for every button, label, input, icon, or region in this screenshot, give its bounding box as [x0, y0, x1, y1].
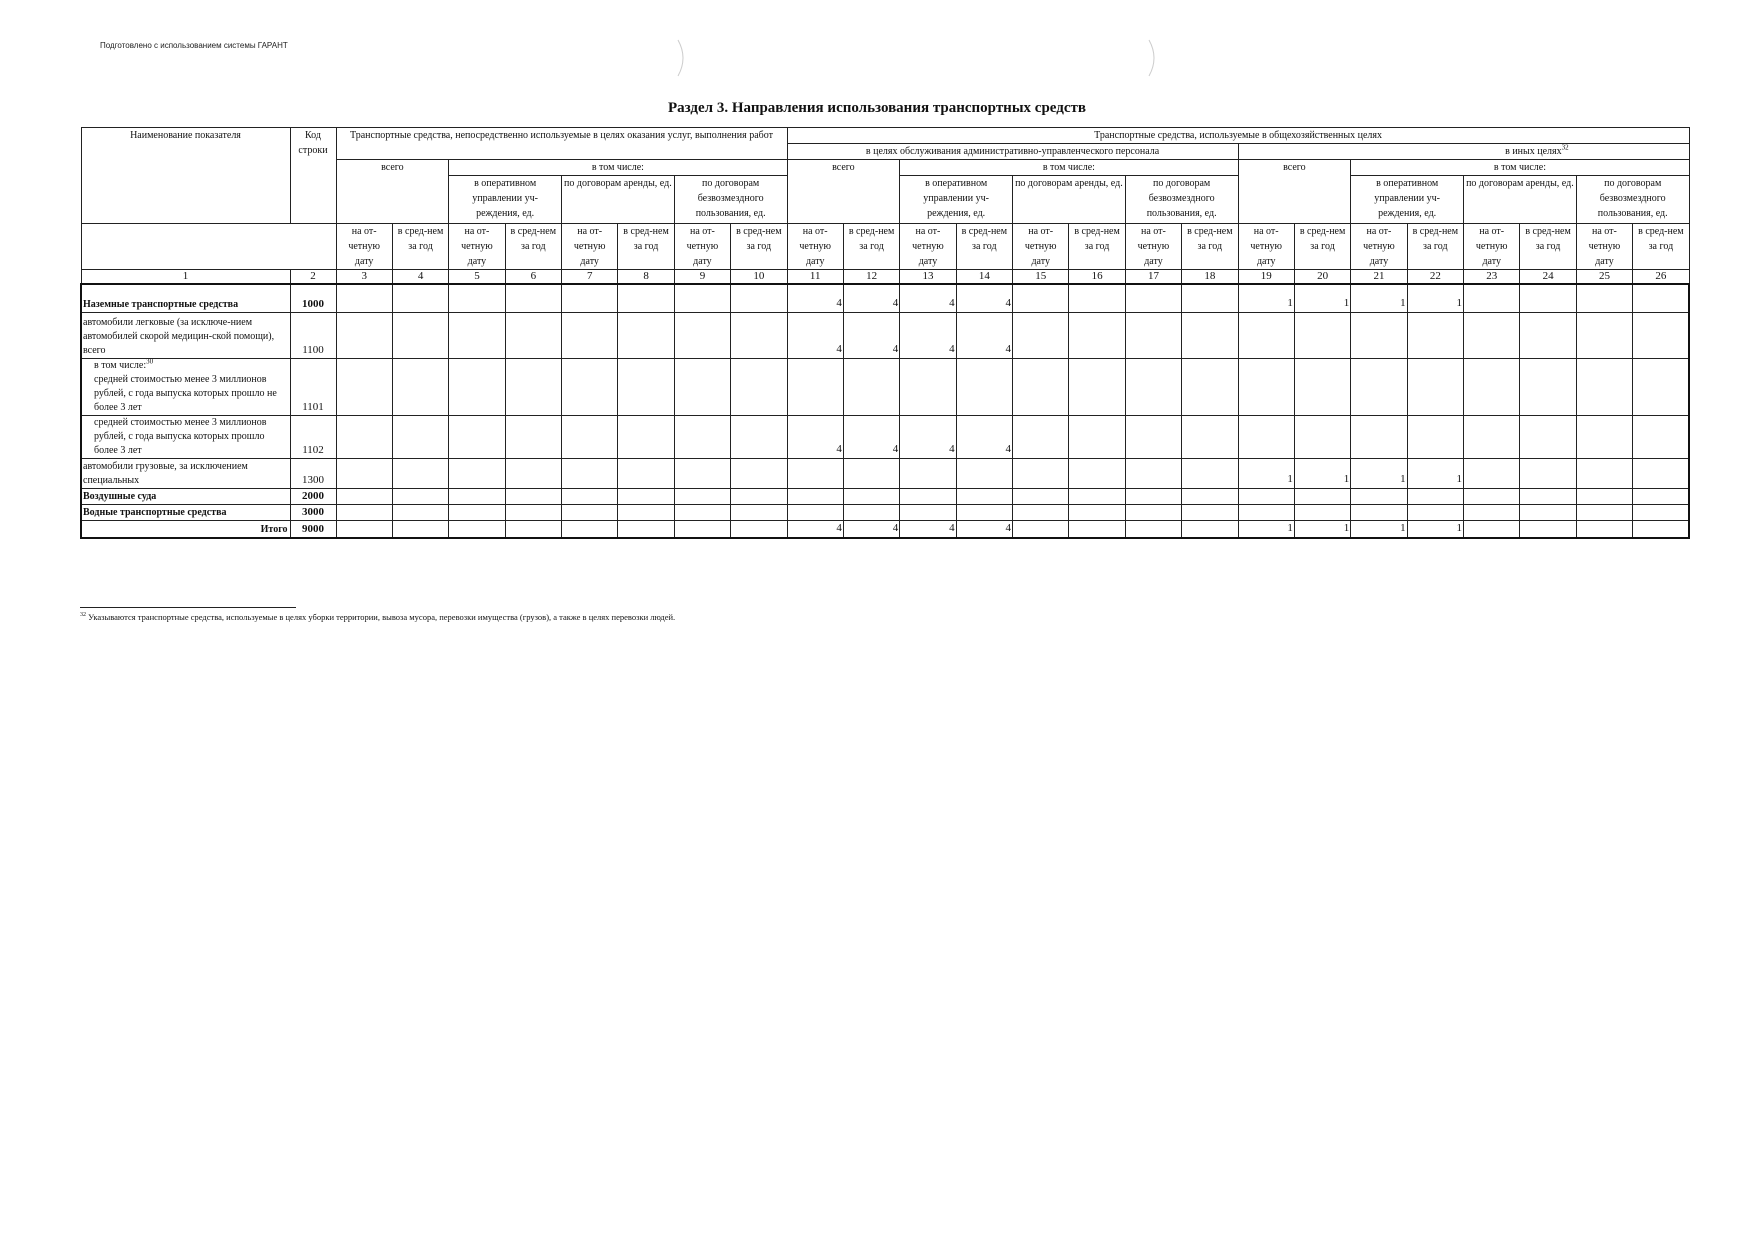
value-cell — [731, 415, 787, 458]
column-number: 11 — [787, 270, 843, 285]
value-cell — [1294, 415, 1350, 458]
value-cell — [618, 284, 674, 312]
value-cell — [392, 358, 448, 415]
header-at-date: на от-четную дату — [1125, 224, 1181, 270]
value-cell — [787, 458, 843, 488]
column-number: 9 — [674, 270, 730, 285]
header-operative: в оперативном управлении уч-реждения, ед. — [900, 176, 1013, 224]
header-at-date: на от-четную дату — [1013, 224, 1069, 270]
row-code: 2000 — [290, 488, 336, 504]
header-lease: по договорам аренды, ед. — [562, 176, 675, 224]
value-cell — [1520, 488, 1576, 504]
value-cell — [1633, 504, 1690, 520]
value-cell: 4 — [787, 312, 843, 358]
column-number: 4 — [392, 270, 448, 285]
value-cell — [1013, 284, 1069, 312]
value-cell — [1238, 312, 1294, 358]
header-lease: по договорам аренды, ед. — [1464, 176, 1577, 224]
value-cell — [956, 458, 1012, 488]
value-cell — [843, 504, 899, 520]
value-cell: 1 — [1407, 458, 1463, 488]
column-number: 23 — [1464, 270, 1520, 285]
row-name: Итого — [81, 520, 290, 538]
value-cell — [731, 504, 787, 520]
value-cell — [843, 358, 899, 415]
value-cell — [505, 358, 561, 415]
value-cell — [618, 458, 674, 488]
column-number: 8 — [618, 270, 674, 285]
value-cell: 4 — [787, 415, 843, 458]
value-cell — [731, 358, 787, 415]
header-other-subgroup: в иных целях$^{32}$ — [1238, 144, 1689, 160]
header-spacer — [81, 224, 336, 270]
value-cell — [505, 415, 561, 458]
value-cell — [618, 415, 674, 458]
header-operative: в оперативном управлении уч-реждения, ед. — [449, 176, 562, 224]
value-cell — [1069, 358, 1125, 415]
column-number: 21 — [1351, 270, 1407, 285]
value-cell — [1576, 458, 1632, 488]
header-at-date: на от-четную дату — [1576, 224, 1632, 270]
value-cell — [449, 488, 505, 504]
value-cell — [900, 504, 956, 520]
value-cell — [1294, 358, 1350, 415]
value-cell — [1576, 312, 1632, 358]
header-name: Наименование показателя — [81, 128, 290, 224]
value-cell: 4 — [843, 284, 899, 312]
value-cell — [1125, 358, 1181, 415]
header-at-date: на от-четную дату — [336, 224, 392, 270]
header-total: всего — [787, 160, 900, 224]
header-avg-year: в сред-нем за год — [1182, 224, 1238, 270]
header-avg-year: в сред-нем за год — [1633, 224, 1690, 270]
value-cell — [1464, 312, 1520, 358]
value-cell — [674, 520, 730, 538]
column-number: 14 — [956, 270, 1012, 285]
value-cell — [336, 284, 392, 312]
value-cell — [562, 284, 618, 312]
value-cell: 1 — [1407, 520, 1463, 538]
value-cell: 4 — [900, 312, 956, 358]
column-number: 24 — [1520, 270, 1576, 285]
value-cell — [1407, 415, 1463, 458]
value-cell — [392, 284, 448, 312]
value-cell — [392, 312, 448, 358]
value-cell — [392, 520, 448, 538]
value-cell — [392, 458, 448, 488]
value-cell: 4 — [956, 520, 1012, 538]
value-cell — [1069, 415, 1125, 458]
value-cell — [1407, 312, 1463, 358]
value-cell — [900, 488, 956, 504]
column-number: 16 — [1069, 270, 1125, 285]
value-cell — [1633, 312, 1690, 358]
header-at-date: на от-четную дату — [900, 224, 956, 270]
header-at-date: на от-четную дату — [1464, 224, 1520, 270]
value-cell — [1520, 358, 1576, 415]
header-avg-year: в сред-нем за год — [731, 224, 787, 270]
row-prefix: в том числе:$^{30}$ — [94, 358, 154, 371]
value-cell — [1576, 488, 1632, 504]
header-at-date: на от-четную дату — [1351, 224, 1407, 270]
value-cell — [1238, 415, 1294, 458]
footnote-divider — [80, 607, 296, 608]
row-code: 1300 — [290, 458, 336, 488]
value-cell — [392, 504, 448, 520]
value-cell — [731, 284, 787, 312]
value-cell — [618, 504, 674, 520]
value-cell: 4 — [956, 312, 1012, 358]
header-incl: в том числе: — [449, 160, 787, 176]
header-total: всего — [336, 160, 449, 224]
value-cell — [674, 415, 730, 458]
table-row — [81, 358, 1689, 415]
value-cell: 4 — [900, 284, 956, 312]
value-cell — [1125, 312, 1181, 358]
value-cell — [449, 458, 505, 488]
value-cell — [674, 358, 730, 415]
column-number: 7 — [562, 270, 618, 285]
value-cell — [1576, 358, 1632, 415]
column-number: 17 — [1125, 270, 1181, 285]
table-row — [81, 458, 1689, 488]
value-cell — [336, 312, 392, 358]
value-cell — [336, 520, 392, 538]
table-row — [81, 415, 1689, 458]
value-cell — [1013, 458, 1069, 488]
value-cell — [1069, 458, 1125, 488]
value-cell — [956, 358, 1012, 415]
value-cell: 4 — [843, 312, 899, 358]
row-name: Наземные транспортные средства — [81, 284, 290, 312]
value-cell — [674, 488, 730, 504]
value-cell — [618, 488, 674, 504]
value-cell — [336, 358, 392, 415]
value-cell — [449, 520, 505, 538]
header-operative: в оперативном управлении уч-реждения, ед. — [1351, 176, 1464, 224]
value-cell — [1520, 284, 1576, 312]
scan-artifact-mark — [1147, 38, 1161, 78]
value-cell — [1464, 358, 1520, 415]
value-cell — [1182, 358, 1238, 415]
value-cell — [336, 415, 392, 458]
value-cell — [1125, 458, 1181, 488]
value-cell — [1633, 358, 1690, 415]
header-avg-year: в сред-нем за год — [392, 224, 448, 270]
value-cell: 4 — [900, 520, 956, 538]
row-name: средней стоимостью менее 3 миллионов рублей, с года выпуска которых прошло более 3 лет — [81, 415, 290, 458]
value-cell: 4 — [787, 520, 843, 538]
value-cell: 4 — [843, 520, 899, 538]
value-cell — [562, 415, 618, 458]
header-avg-year: в сред-нем за год — [956, 224, 1012, 270]
value-cell — [1464, 458, 1520, 488]
value-cell — [1407, 488, 1463, 504]
value-cell — [1013, 488, 1069, 504]
value-cell — [618, 520, 674, 538]
value-cell: 4 — [956, 415, 1012, 458]
value-cell — [1576, 415, 1632, 458]
value-cell — [1633, 284, 1690, 312]
value-cell: 1 — [1407, 284, 1463, 312]
value-cell — [843, 488, 899, 504]
value-cell — [1351, 312, 1407, 358]
value-cell — [1238, 488, 1294, 504]
value-cell — [1464, 488, 1520, 504]
table-row — [81, 312, 1689, 358]
header-at-date: на от-четную дату — [787, 224, 843, 270]
value-cell — [1125, 284, 1181, 312]
footnote: $^{32}$ Указываются транспортные средства, используемые в целях уборки территории, вывоза мусора, перевозки имущества (грузов), а также в целях перевозки людей. — [80, 612, 676, 622]
header-avg-year: в сред-нем за год — [1407, 224, 1463, 270]
value-cell — [1633, 458, 1690, 488]
value-cell — [562, 520, 618, 538]
column-number: 22 — [1407, 270, 1463, 285]
value-cell — [336, 458, 392, 488]
row-name: Водные транспортные средства — [81, 504, 290, 520]
header-total: всего — [1238, 160, 1351, 224]
value-cell — [505, 504, 561, 520]
header-gratuitous: по договорам безвозмездного пользования, ед. — [1125, 176, 1238, 224]
value-cell — [1182, 415, 1238, 458]
value-cell — [674, 284, 730, 312]
value-cell — [1351, 488, 1407, 504]
value-cell: 1 — [1294, 458, 1350, 488]
value-cell — [1069, 520, 1125, 538]
header-avg-year: в сред-нем за год — [618, 224, 674, 270]
value-cell — [1238, 504, 1294, 520]
column-number: 10 — [731, 270, 787, 285]
value-cell — [562, 504, 618, 520]
value-cell — [900, 458, 956, 488]
value-cell — [1576, 520, 1632, 538]
value-cell — [562, 358, 618, 415]
column-number: 25 — [1576, 270, 1632, 285]
value-cell — [1182, 312, 1238, 358]
column-number: 1 — [81, 270, 290, 285]
header-direct-group: Транспортные средства, непосредственно используемые в целях оказания услуг, выполнения работ — [336, 128, 787, 160]
value-cell — [787, 488, 843, 504]
header-avg-year: в сред-нем за год — [1069, 224, 1125, 270]
value-cell — [1125, 504, 1181, 520]
row-code: 1000 — [290, 284, 336, 312]
value-cell — [336, 504, 392, 520]
header-admin-subgroup: в целях обслуживания административно-управленческого персонала — [787, 144, 1238, 160]
value-cell — [1069, 312, 1125, 358]
value-cell: 4 — [900, 415, 956, 458]
value-cell — [562, 488, 618, 504]
value-cell — [449, 415, 505, 458]
value-cell — [1633, 520, 1690, 538]
column-number: 12 — [843, 270, 899, 285]
column-number: 3 — [336, 270, 392, 285]
header-incl: в том числе: — [900, 160, 1238, 176]
table-row — [81, 504, 1689, 520]
value-cell — [1125, 415, 1181, 458]
value-cell — [1294, 488, 1350, 504]
value-cell — [1464, 504, 1520, 520]
header-lease: по договорам аренды, ед. — [1013, 176, 1126, 224]
column-number: 13 — [900, 270, 956, 285]
value-cell — [1520, 458, 1576, 488]
value-cell — [1125, 520, 1181, 538]
value-cell — [336, 488, 392, 504]
value-cell — [731, 520, 787, 538]
value-cell — [674, 458, 730, 488]
value-cell — [1125, 488, 1181, 504]
value-cell — [449, 284, 505, 312]
value-cell — [1351, 415, 1407, 458]
value-cell: 1 — [1238, 458, 1294, 488]
prepared-note: Подготовлено с использованием системы ГАРАНТ — [100, 41, 288, 50]
value-cell: 1 — [1294, 284, 1350, 312]
value-cell: 4 — [956, 284, 1012, 312]
value-cell — [1351, 358, 1407, 415]
value-cell — [505, 488, 561, 504]
row-code: 9000 — [290, 520, 336, 538]
value-cell — [1520, 504, 1576, 520]
header-incl: в том числе: — [1351, 160, 1689, 176]
table-row — [81, 520, 1689, 538]
value-cell — [1464, 520, 1520, 538]
row-code: 3000 — [290, 504, 336, 520]
value-cell — [1633, 488, 1690, 504]
value-cell — [731, 312, 787, 358]
value-cell — [1294, 504, 1350, 520]
row-name: автомобили грузовые, за исключением специальных — [81, 458, 290, 488]
value-cell — [1520, 415, 1576, 458]
table-row — [81, 284, 1689, 312]
value-cell — [674, 312, 730, 358]
value-cell — [731, 488, 787, 504]
value-cell: 1 — [1294, 520, 1350, 538]
value-cell: 1 — [1238, 284, 1294, 312]
value-cell — [1182, 458, 1238, 488]
value-cell — [787, 358, 843, 415]
column-number: 20 — [1294, 270, 1350, 285]
value-cell: 1 — [1238, 520, 1294, 538]
value-cell — [731, 458, 787, 488]
value-cell — [562, 312, 618, 358]
value-cell — [1182, 284, 1238, 312]
section-title: Раздел 3. Направления использования транспортных средств — [668, 100, 1086, 116]
value-cell — [392, 415, 448, 458]
value-cell — [956, 488, 1012, 504]
value-cell — [843, 458, 899, 488]
header-gratuitous: по договорам безвозмездного пользования, ед. — [1576, 176, 1689, 224]
row-name: в том числе:$^{30}$ средней стоимостью менее 3 миллионов рублей, с года выпуска которых прошло не более 3 лет — [81, 358, 290, 415]
header-general-group: Транспортные средства, используемые в общехозяйственных целях — [787, 128, 1689, 144]
value-cell — [1520, 520, 1576, 538]
value-cell — [1294, 312, 1350, 358]
value-cell — [1464, 284, 1520, 312]
value-cell — [1182, 488, 1238, 504]
column-number: 19 — [1238, 270, 1294, 285]
value-cell: 1 — [1351, 520, 1407, 538]
value-cell — [1238, 358, 1294, 415]
value-cell — [1069, 284, 1125, 312]
value-cell — [1013, 504, 1069, 520]
value-cell — [1182, 520, 1238, 538]
header-avg-year: в сред-нем за год — [505, 224, 561, 270]
value-cell — [787, 504, 843, 520]
value-cell — [1182, 504, 1238, 520]
value-cell — [618, 312, 674, 358]
value-cell — [1407, 504, 1463, 520]
value-cell — [1576, 504, 1632, 520]
header-avg-year: в сред-нем за год — [1294, 224, 1350, 270]
value-cell — [1407, 358, 1463, 415]
usage-table — [80, 127, 1690, 539]
column-number: 18 — [1182, 270, 1238, 285]
row-name: автомобили легковые (за исключе-нием автомобилей скорой медицин-ской помощи), всего — [81, 312, 290, 358]
value-cell — [1351, 504, 1407, 520]
value-cell — [505, 312, 561, 358]
column-number: 15 — [1013, 270, 1069, 285]
value-cell — [505, 458, 561, 488]
header-code: Код строки — [290, 128, 336, 224]
value-cell — [1633, 415, 1690, 458]
value-cell — [1013, 520, 1069, 538]
row-name: Воздушные суда — [81, 488, 290, 504]
column-number: 6 — [505, 270, 561, 285]
value-cell — [449, 504, 505, 520]
value-cell — [562, 458, 618, 488]
value-cell — [1013, 312, 1069, 358]
value-cell — [1013, 415, 1069, 458]
value-cell — [1069, 488, 1125, 504]
scan-artifact-mark — [676, 38, 690, 78]
row-code: 1100 — [290, 312, 336, 358]
value-cell: 1 — [1351, 284, 1407, 312]
row-code: 1102 — [290, 415, 336, 458]
value-cell — [900, 358, 956, 415]
value-cell — [1576, 284, 1632, 312]
value-cell: 1 — [1351, 458, 1407, 488]
header-avg-year: в сред-нем за год — [843, 224, 899, 270]
value-cell — [1013, 358, 1069, 415]
column-number: 5 — [449, 270, 505, 285]
table-row — [81, 488, 1689, 504]
column-number: 2 — [290, 270, 336, 285]
header-at-date: на от-четную дату — [1238, 224, 1294, 270]
value-cell — [1520, 312, 1576, 358]
header-at-date: на от-четную дату — [562, 224, 618, 270]
header-avg-year: в сред-нем за год — [1520, 224, 1576, 270]
value-cell: 4 — [787, 284, 843, 312]
value-cell — [505, 520, 561, 538]
value-cell — [449, 358, 505, 415]
value-cell: 4 — [843, 415, 899, 458]
value-cell — [449, 312, 505, 358]
header-gratuitous: по договорам безвозмездного пользования, ед. — [674, 176, 787, 224]
value-cell — [618, 358, 674, 415]
value-cell — [674, 504, 730, 520]
value-cell — [392, 488, 448, 504]
header-at-date: на от-четную дату — [449, 224, 505, 270]
column-number: 26 — [1633, 270, 1690, 285]
value-cell — [1069, 504, 1125, 520]
value-cell — [956, 504, 1012, 520]
value-cell — [1464, 415, 1520, 458]
header-at-date: на от-четную дату — [674, 224, 730, 270]
value-cell — [505, 284, 561, 312]
row-code: 1101 — [290, 358, 336, 415]
